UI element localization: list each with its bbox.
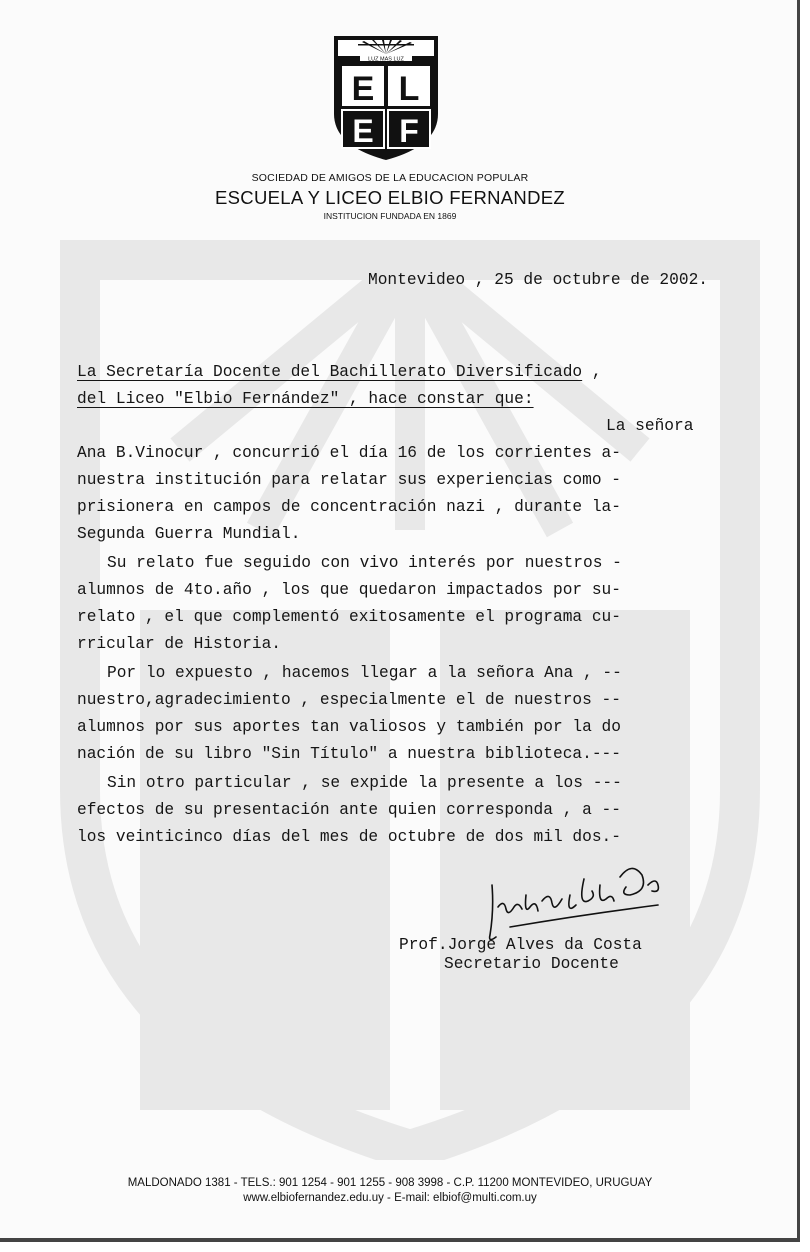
school-logo bbox=[332, 34, 440, 162]
handwritten-signature-icon bbox=[480, 855, 680, 945]
logo-motto: LUZ MAS LUZ bbox=[368, 56, 404, 63]
letter-heading-line-2: del Liceo "Elbio Fernández" , hace constar que: bbox=[77, 390, 534, 408]
svg-text:E: E bbox=[352, 113, 374, 149]
founded-note: INSTITUCION FUNDADA EN 1869 bbox=[323, 211, 457, 221]
svg-text:L: L bbox=[398, 70, 420, 108]
svg-text:F: F bbox=[399, 113, 419, 149]
body-line: Por lo expuesto , hacemos llegar a la señora Ana , -- bbox=[107, 664, 622, 682]
body-line: relato , el que complementó exitosamente el programa cu- bbox=[77, 608, 621, 626]
letter-heading-line-1 bbox=[77, 363, 602, 381]
letter-footer bbox=[0, 1176, 780, 1206]
footer-web: www.elbiofernandez.edu.uy - E-mail: elbiof@multi.com.uy bbox=[243, 1192, 537, 1204]
body-line: rricular de Historia. bbox=[77, 635, 281, 653]
body-line: alumnos de 4to.año , los que quedaron impactados por su- bbox=[77, 581, 621, 599]
body-line: Sin otro particular , se expide la presente a los --- bbox=[107, 774, 622, 792]
body-line: alumnos por sus aportes tan valiosos y también por la do bbox=[77, 718, 621, 736]
footer-address: MALDONADO 1381 - TELS.: 901 1254 - 901 1255 - 908 3998 - C.P. 11200 MONTEVIDEO, URUGUAY bbox=[127, 1177, 653, 1189]
heading-1-text: La Secretaría Docente del Bachillerato Diversificado bbox=[77, 363, 583, 381]
heading-1-tail: , bbox=[582, 363, 602, 381]
body-line: Su relato fue seguido con vivo interés por nuestros - bbox=[107, 554, 622, 572]
body-line: prisionera en campos de concentración nazi , durante la- bbox=[77, 498, 621, 516]
body-line: los veinticinco días del mes de octubre de dos mil dos.- bbox=[77, 828, 621, 846]
letterhead bbox=[0, 172, 780, 221]
svg-text:E: E bbox=[351, 70, 375, 108]
signer-name: Prof.Jorge Alves da Costa bbox=[399, 936, 642, 954]
body-line: nación de su libro "Sin Título" a nuestra biblioteca.--- bbox=[77, 745, 621, 763]
letter-date: Montevideo , 25 de octubre de 2002. bbox=[368, 271, 708, 289]
school-name: ESCUELA Y LICEO ELBIO FERNANDEZ bbox=[215, 187, 565, 208]
body-line: La señora bbox=[606, 417, 694, 435]
body-line: nuestro,agradecimiento , especialmente el de nuestros -- bbox=[77, 691, 621, 709]
body-line: efectos de su presentación ante quien corresponda , a -- bbox=[77, 801, 621, 819]
signer-title: Secretario Docente bbox=[444, 955, 619, 973]
society-name: SOCIEDAD DE AMIGOS DE LA EDUCACION POPULAR bbox=[251, 172, 529, 184]
body-line: nuestra institución para relatar sus experiencias como - bbox=[77, 471, 621, 489]
body-line: Segunda Guerra Mundial. bbox=[77, 525, 301, 543]
body-line: Ana B.Vinocur , concurrió el día 16 de los corrientes a- bbox=[77, 444, 621, 462]
